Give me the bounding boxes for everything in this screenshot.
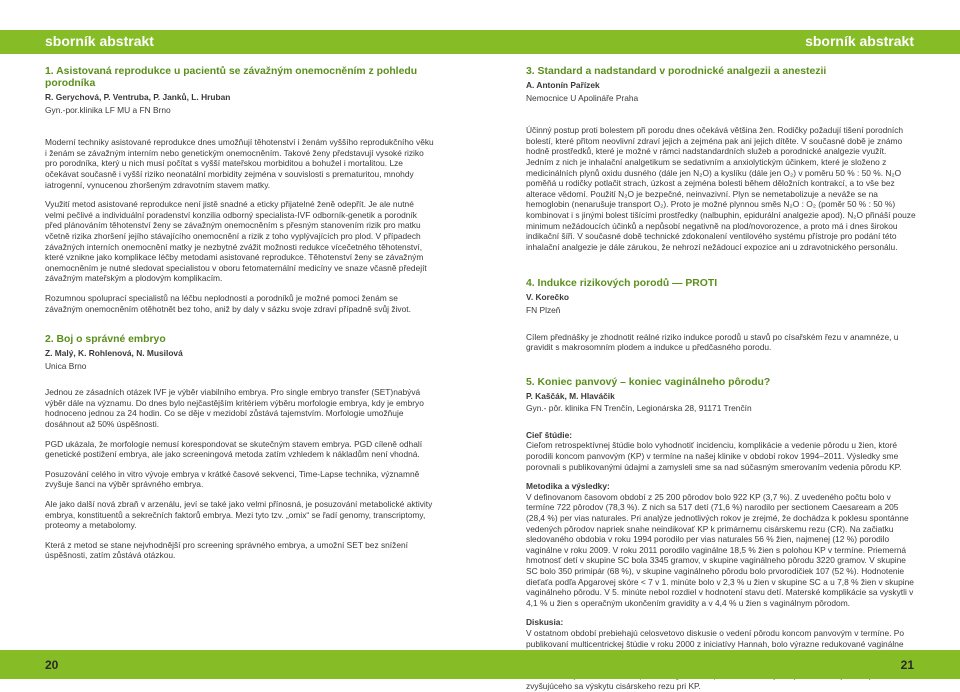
abstract-title: 4. Indukce rizikových porodů — PROTI	[526, 278, 718, 290]
abstract-paragraph: Cílem přednášky je zhodnotit reálné riziko indukce porodů u stavů po císařském řezu v anamnéze, u gravidit s makrosomním plodem a indukce u předčasného porodu.	[526, 331, 899, 353]
header-title-left: sborník abstrakt	[45, 33, 154, 49]
header-title-right: sborník abstrakt	[805, 33, 914, 49]
left-column	[45, 66, 435, 561]
abstract-paragraph: Rozumnou spoluprací specialistů na léčbu neplodnosti a porodníků je možné pomoci ženám se závažným onemocněním otěhotnět bez toho, aniž by daly v sázku svoje zdraví případně svůj život.	[45, 292, 411, 314]
abstract-affiliation: FN Plzeň	[526, 304, 561, 315]
page-footer	[0, 650, 960, 679]
abstract-paragraph: Moderní techniky asistované reprodukce dnes umožňují těhotenství i ženám vyššího reprodukčního věku i ženám se závažným interním nebo genetickým onemocněním. Takové ženy představují vysoké riziko pro porodníka, který u nich musí počítat s vyšší mateřskou morbiditou a bohužel i mortalitou. Lze očekávat současně i vyšší riziko neonatální morbidity zejména v souvislosti s prematuritou, mnohdy iatrogenní, vynucenou zhoršeným zdravotním stavem matky.	[45, 137, 434, 190]
abstract-authors: R. Gerychová, P. Ventruba, P. Janků, L. Hruban	[45, 92, 231, 102]
abstract-affiliation: Nemocnice U Apolináře Praha	[526, 92, 639, 103]
abstract-affiliation: Unica Brno	[45, 360, 87, 371]
abstract-paragraph: Ale jako další nová zbraň v arzenálu, jeví se také jako velmi přínosná, je posuzování metabolické aktivity embrya, konstituentů a sekrečních faktorů embrya. Mezi tyto tzv. „omix“ se řadí genomy, transcriptomy, proteomy a metabolomy.	[45, 499, 433, 531]
abstract-affiliation: Gyn.- pôr. klinika FN Trenčín, Legionárska 28, 91171 Trenčín	[526, 403, 752, 414]
abstract-authors: Z. Malý, K. Rohlenová, N. Musilová	[45, 348, 183, 359]
abstract-paragraph: Využití metod asistované reprodukce není jistě snadné a eticky přijatelné ženě odepřít. Je ale nutné velmi pečlivé a individuální poradenství konzilia odborný specialista-IVF odborník-genetik a porodník před plánováním těhotenství ženy se závažným onemocněním s přesným stanovením rizik pro matku včetně rizika zhoršení jejího stávajícího onemocnění a rizik z toho vyplývajících pro plod. V případech závažných interních onemocnění matky je nezbytné zvážit možnosti redukce vícečetného těhotenství, které vznikne jako komplikace léčby metodami asistované reprodukce. Těhotenství ženy se závažným onemocněním je nutné sledovat specialistou v oboru fetomaternální medicíny ve snaze včasně předejít závažným mateřským a plodovým komplikacím.	[45, 199, 427, 284]
abstract-paragraph: Která z metod se stane nejvhodnější pro screening správného embrya, a umožní SET bez snížení úspěšnosti, zatím zůstává otázkou.	[45, 539, 408, 561]
abstract-title: 5. Koniec panvový – koniec vaginálneho pôrodu?	[526, 376, 771, 388]
page-header	[0, 30, 960, 54]
page-number-right: 21	[900, 658, 914, 672]
abstract-paragraph: V ostatnom období prebiehajú celosvetovo diskusie o vedení pôrodu koncom panvovým v termíne. Po publikovaní multicentrickej štúdie v roku 2000 z iniciatívy Hannah, bolo výrazne redukované vaginálne zvyšujúceho sa výskytu cisárskeho rezu pri KP.	[526, 627, 905, 691]
abstract-authors: P. Kaščák, M. Hlaváčik	[526, 390, 615, 401]
abstract-affiliation: Gyn.-por.klinika LF MU a FN Brno	[45, 104, 171, 115]
right-column	[526, 66, 916, 692]
abstract-paragraph: Posuzování celého in vitro vývoje embrya v krátké časové sekvenci, Time-Lapse technika, významně zvyšuje šanci na výběr správného embrya.	[45, 468, 420, 490]
abstract-authors: A. Antonín Pařízek	[526, 80, 600, 90]
section-heading-methods: Metodika a výsledky:	[526, 481, 610, 492]
abstract-title: 3. Standard a nadstandard v porodnické analgezii a anestezii	[526, 66, 827, 77]
page-number-left: 20	[45, 658, 59, 672]
abstract-paragraph: Cieľom retrospektívnej štúdie bolo vyhodnotiť incidenciu, komplikácie a vedenie pôrodu u žien, ktoré porodili koncom panvovým (KP) v termíne na našej klinike v období rokov 1994–2011. Výsledky sme porovnali s publikovanými údajmi a zamysleli sme sa nad súčasným smerovaním vedenia pôrodu KP.	[526, 440, 902, 472]
abstract-paragraph: Účinný postup proti bolestem při porodu dnes očekává většina žen. Rodičky požadují tišení porodních bolestí, které přitom neovlivní zdraví jejich a zejména pak ani jejich dítěte. V současné době je známo hodně prostředků, které je možné v rámci nadstandardních služeb a porodnické analgezie využít. Jedním z nich je inhalační analgetikum se sedativním a anxiolytickým účinkem, které je složeno z medicinálních plynů oxidu dusného (dále jen N₂O) a kyslíku (dále jen O₂) v poměru 50 % : 50 %. N₂O poměňá u rodičky potlačit strach, úzkost a zejména bolesti během děložních kontrakcí, a to vše bez alterace vědomí. Použití N₂O je bezpečné, neinvazivní. Plyn se nemetabolizuje a neváže se na hemoglobin (nenarušuje transport O₂). Proto je možné plynnou směs N₂O : O₂ (poměr 50 % : 50 %) kombinovat i s jinými bolest tišícími prostředky (nalbuphin, epidurální analgezie apod). N₂O přináší pouze minimum nežádoucích účinků a nepůsobí negativně na plod/novorozence, a proto má i dnes širokou indikační šíři. V současné době technické zdokonalení ventilového systému přístroje pro podání této inhalační analgezie je dále zárukou, že nehrozí nežádoucí expozice ani u zdravotnického personálu.	[526, 125, 916, 252]
abstract-paragraph: V definovanom časovom období z 25 200 pôrodov bolo 922 KP (3,7 %). Z uvedeného počtu bolo v termíne 722 pôrodov (78,3 %). Z nich sa 517 detí (71,6 %) narodilo per sectionem Caesaream a 205 (28,4 %) per vias naturales. Pri analýze jednotlivých rokov je zrejmé, že dochádza k poklesu spontánne vedených pôrodov napriek snahe neindikovať KP k primárnemu cisárskemu rezu (CR). Na začiatku sledovaného obdobia v roku 1994 porodilo per vias naturales 56 % žien, najmenej (12 %) porodilo vaginálne v roku 2009. V roku 2011 porodilo vaginálne 18,5 % žien s polohou KP v termíne. Priemerná hmotnosť detí v skupine SC bola 3345 gramov, v skupine vaginálneho pôrodu 3220 gramov. V skupine SC bolo 350 primipár (68 %), v skupine vaginálneho pôrodu bolo prvorodičiek 107 (52 %). Hodnotenie dieťaťa podľa Apgarovej skóre < 7 v 1. minúte bolo v 2,3 % u žien v skupine SC a u 7,8 % žien v skupine vaginálneho pôrodu. V 5. minúte nebol rozdiel v hodnotení stavu detí. Materské komplikácie sa vyskytli v 4,1 % u žien s operačným ukončením gravidity a v 4,4 % u žien s vaginálnym pôrodom.	[526, 491, 914, 608]
abstract-title: 1. Asistovaná reprodukce u pacientů se závažným onemocněním z pohledu porodníka	[45, 66, 418, 89]
abstract-paragraph: PGD ukázala, že morfologie nemusí korespondovat se skutečným stavem embrya. PGD cíleně odhalí genetické postižení embrya, ale jako screeningová metoda zatím vzhledem k nákladům není vhodná.	[45, 438, 423, 460]
abstract-authors: V. Korečko	[526, 292, 569, 303]
section-heading-aim: Cieľ štúdie:	[526, 429, 573, 440]
section-heading-discussion: Diskusia:	[526, 617, 564, 628]
abstract-title: 2. Boj o správné embryo	[45, 334, 166, 346]
abstract-paragraph: Jednou ze zásadních otázek IVF je výběr viabilního embrya. Pro single embryo transfer (SET)nabývá výběr dále na významu. Do dnes bylo nejčastějším kritériem výběru morfologie embrya, kdy je embryo hodnoceno jednou za 24 hodin. Co se děje v mezidobí zůstává tajemstvím. Morfologie umožňuje dosáhnout až 50% úspěšnosti.	[45, 387, 424, 430]
